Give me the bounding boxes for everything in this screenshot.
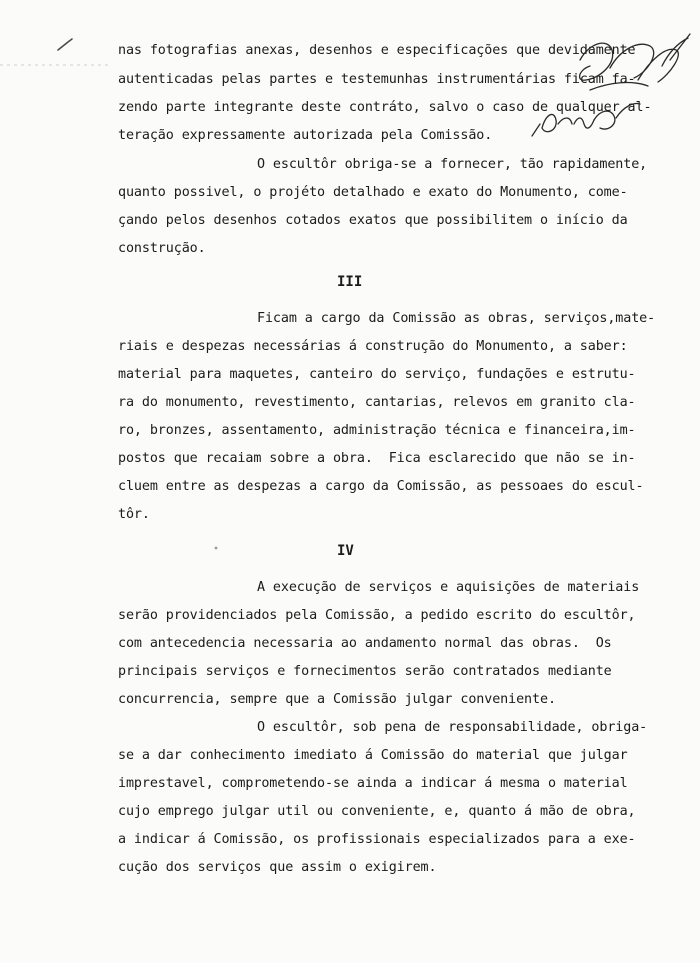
section-heading-iv: IV	[337, 543, 354, 559]
scan-speck	[212, 545, 220, 551]
text-line: com antecedencia necessaria ao andamento normal das obras. Os	[118, 636, 612, 651]
text-line: cluem entre as despezas a cargo da Comissão, as pessoaes do escul-	[118, 479, 644, 494]
text-line: autenticadas pelas partes e testemunhas instrumentárias ficam fa-	[118, 72, 636, 87]
text-line: imprestavel, comprometendo-se ainda a indicar á mesma o material	[118, 776, 628, 791]
text-line: teração expressamente autorizada pela Comissão.	[118, 128, 493, 143]
text-line: çando pelos desenhos cotados exatos que possibilitem o início da	[118, 213, 628, 228]
text-line: O escultôr obriga-se a fornecer, tão rapidamente,	[257, 157, 648, 172]
text-line: tôr.	[118, 507, 150, 522]
text-line: concurrencia, sempre que a Comissão julgar conveniente.	[118, 692, 556, 707]
text-line: material para maquetes, canteiro do serviço, fundações e estrutu-	[118, 367, 636, 382]
text-line: riais e despezas necessárias á construção do Monumento, a saber:	[118, 339, 628, 354]
text-line: O escultôr, sob pena de responsabilidade, obriga-	[257, 720, 648, 735]
text-line: A execução de serviços e aquisições de materiais	[257, 580, 640, 595]
text-line: cujo emprego julgar util ou conveniente, e, quanto á mão de obra,	[118, 804, 636, 819]
section-heading-iii: III	[337, 274, 363, 290]
scan-artifact-line	[0, 62, 120, 68]
text-line: serão providenciados pela Comissão, a pedido escrito do escultôr,	[118, 608, 636, 623]
text-line: ra do monumento, revestimento, cantarias, relevos em granito cla-	[118, 395, 636, 410]
margin-pen-mark-icon	[56, 36, 76, 52]
text-line: cução dos serviços que assim o exigirem.	[118, 860, 437, 875]
text-line: ro, bronzes, assentamento, administração técnica e financeira,im-	[118, 423, 636, 438]
text-line: zendo parte integrante deste contráto, salvo o caso de qualquer al-	[118, 100, 652, 115]
text-line: postos que recaiam sobre a obra. Fica esclarecido que não se in-	[118, 451, 636, 466]
text-line: construção.	[118, 241, 206, 256]
text-line: principais serviços e fornecimentos serão contratados mediante	[118, 664, 612, 679]
text-line: nas fotografias anexas, desenhos e especificações que devidamente	[118, 43, 636, 58]
text-line: se a dar conhecimento imediato á Comissão do material que julgar	[118, 748, 628, 763]
text-line: Ficam a cargo da Comissão as obras, serviços,mate-	[257, 311, 656, 326]
text-line: quanto possivel, o projéto detalhado e exato do Monumento, come-	[118, 185, 628, 200]
text-line: a indicar á Comissão, os profissionais especializados para a exe-	[118, 832, 636, 847]
